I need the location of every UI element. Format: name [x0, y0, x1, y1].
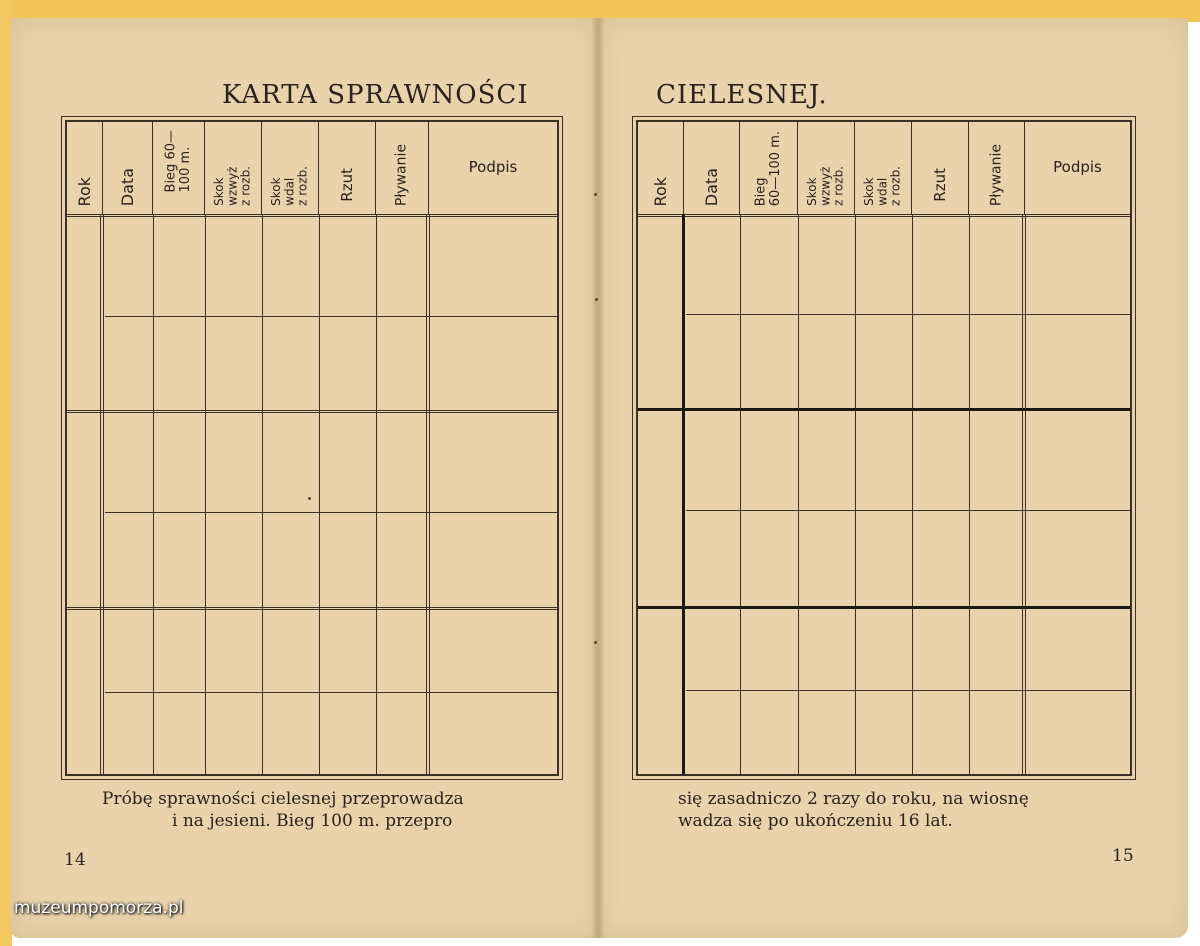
binding-hole: [594, 193, 597, 196]
left-caption-line-1: Próbę sprawności cielesnej przeprowadza: [102, 789, 464, 809]
col-rok-label: Rok: [650, 176, 670, 206]
col-plywanie: [376, 122, 429, 214]
left-caption-line-2: i na jesieni. Bieg 100 m. przepro: [172, 811, 453, 831]
col-skok-wdal-label: Skok wdal z rozb.: [862, 166, 903, 206]
col-rzut: [912, 122, 969, 214]
col-plywanie-label: Pływanie: [393, 143, 410, 206]
col-data-label: Data: [117, 167, 137, 206]
col-rzut-label: Rzut: [337, 168, 356, 202]
col-bieg-label: Bieg 60— 100 m.: [163, 129, 193, 192]
col-podpis-label: Podpis: [1053, 158, 1102, 176]
col-rzut-label: Rzut: [930, 168, 949, 202]
right-fitness-table: [636, 120, 1132, 776]
left-page-title: KARTA SPRAWNOŚCI: [222, 80, 529, 110]
col-skok-wzwyz: [798, 122, 855, 214]
ink-speck: [308, 497, 311, 500]
col-bieg: [740, 122, 798, 214]
col-plywanie: [969, 122, 1025, 214]
col-podpis: [429, 122, 557, 214]
table-header: [67, 122, 557, 217]
right-caption-line-2: wadza się po ukończeniu 16 lat.: [678, 811, 953, 831]
binding-hole: [595, 298, 598, 301]
col-rok-label: Rok: [74, 176, 94, 206]
right-page-number: 15: [1112, 846, 1134, 866]
binding-hole: [594, 641, 597, 644]
watermark: muzeumpomorza.pl: [14, 898, 184, 918]
col-skok-wzwyz-label: Skok wzwyż z rozb.: [805, 166, 846, 206]
left-fitness-table: [65, 120, 559, 776]
col-data-label: Data: [701, 167, 721, 206]
col-plywanie-label: Pływanie: [987, 143, 1004, 206]
col-rok: [638, 122, 684, 214]
right-caption-line-1: się zasadniczo 2 razy do roku, na wiosnę: [678, 789, 1029, 809]
left-page-number: 14: [64, 850, 86, 870]
col-data: [103, 122, 153, 214]
col-rzut: [319, 122, 376, 214]
book-spine: [592, 18, 604, 938]
col-bieg: [153, 122, 205, 214]
col-skok-wzwyz: [205, 122, 262, 214]
col-data: [684, 122, 740, 214]
col-bieg-label: Bieg 60—100 m.: [753, 130, 783, 206]
col-rok: [67, 122, 103, 214]
col-skok-wdal: [262, 122, 319, 214]
right-page-title: CIELESNEJ.: [656, 80, 828, 110]
col-skok-wzwyz-label: Skok wzwyż z rozb.: [212, 166, 253, 206]
col-skok-wdal-label: Skok wdal z rozb.: [269, 166, 310, 206]
col-podpis-label: Podpis: [468, 158, 518, 176]
table-header: [638, 122, 1130, 217]
col-skok-wdal: [855, 122, 912, 214]
col-podpis: [1025, 122, 1130, 214]
